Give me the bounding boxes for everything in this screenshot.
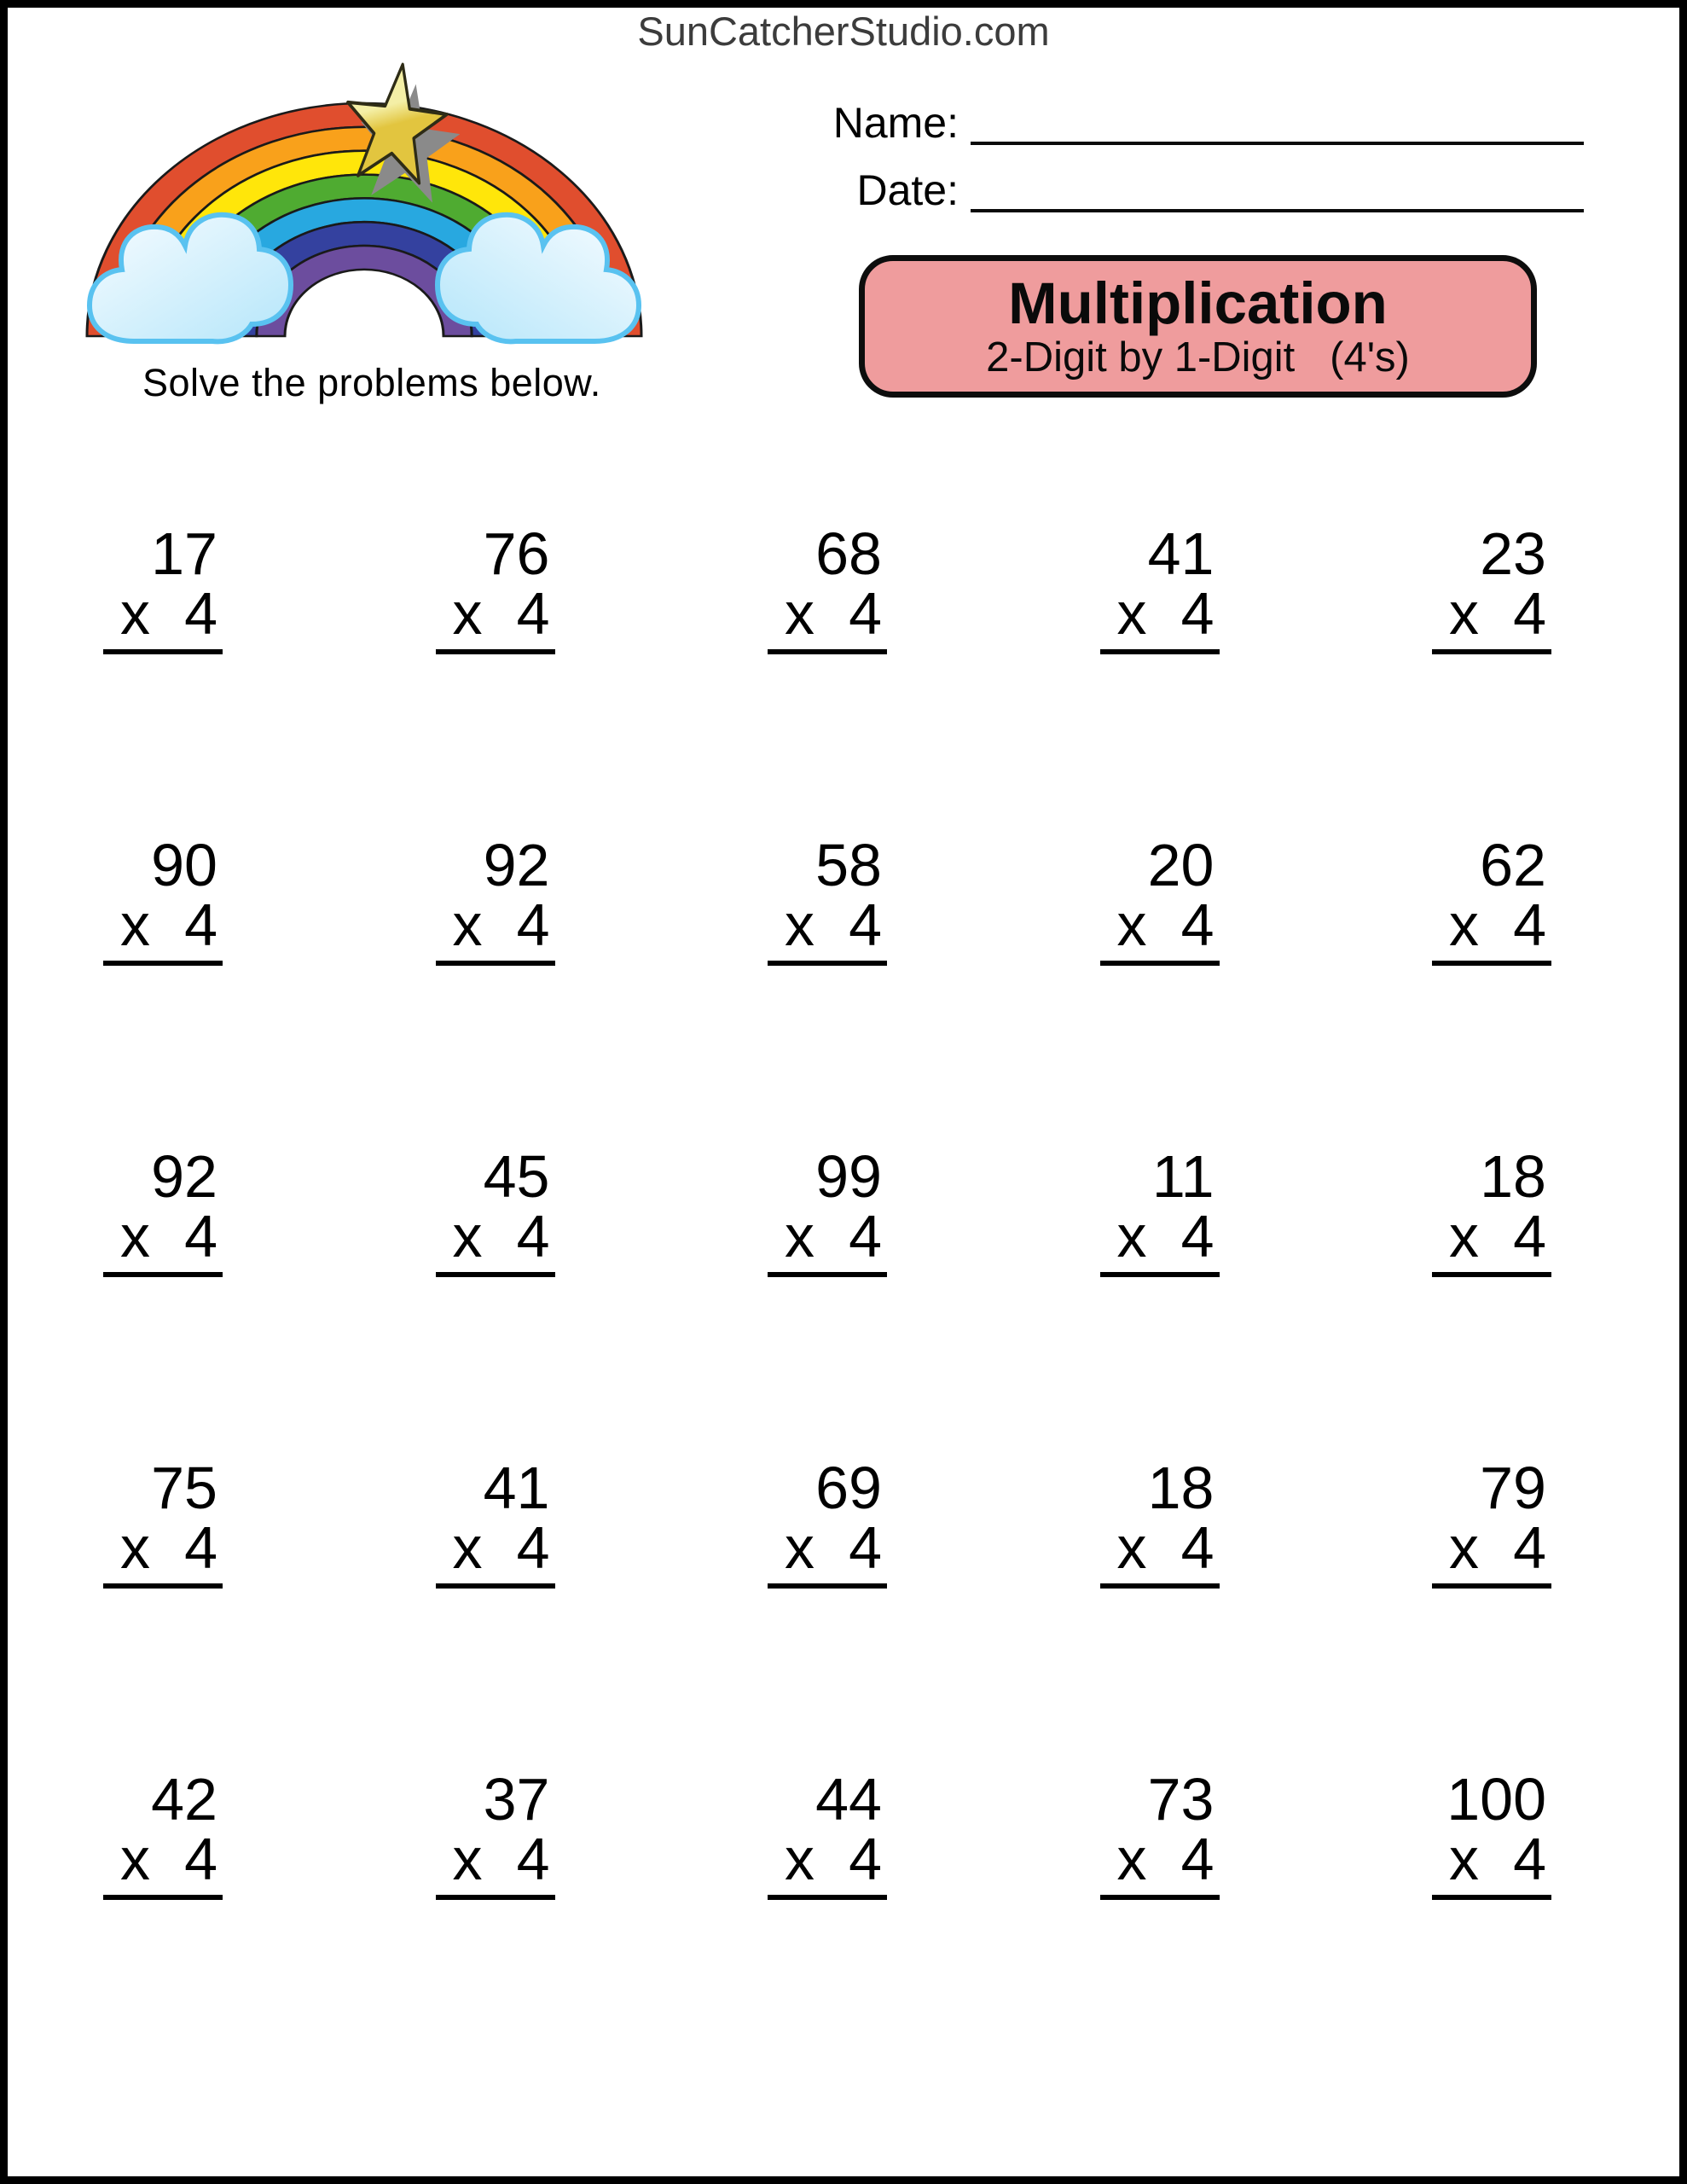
operation-row bbox=[1432, 892, 1551, 958]
answer-line[interactable] bbox=[1100, 649, 1220, 654]
multiplicand: 68 bbox=[815, 520, 882, 587]
answer-line[interactable] bbox=[436, 961, 555, 966]
answer-line[interactable] bbox=[1432, 649, 1551, 654]
operation-row bbox=[436, 892, 555, 958]
multiplicand: 69 bbox=[815, 1455, 882, 1521]
operator: x bbox=[1449, 892, 1479, 958]
problem-cell bbox=[768, 1455, 887, 1589]
name-line[interactable] bbox=[971, 96, 1584, 145]
operation-row bbox=[768, 1203, 887, 1269]
answer-line[interactable] bbox=[436, 1895, 555, 1900]
answer-line[interactable] bbox=[436, 649, 555, 654]
operator: x bbox=[785, 892, 815, 958]
operator: x bbox=[452, 580, 483, 647]
answer-line[interactable] bbox=[103, 1272, 223, 1277]
title-box bbox=[859, 255, 1537, 398]
answer-line[interactable] bbox=[768, 1895, 887, 1900]
multiplicand: 90 bbox=[151, 832, 217, 898]
operator: x bbox=[1449, 1826, 1479, 1892]
answer-line[interactable] bbox=[1432, 1583, 1551, 1589]
multiplier: 4 bbox=[1180, 1826, 1215, 1892]
name-row bbox=[822, 96, 1584, 145]
operation-row bbox=[436, 1514, 555, 1581]
problem-cell bbox=[1432, 520, 1551, 654]
worksheet-title: Multiplication bbox=[1008, 270, 1388, 337]
problem-cell bbox=[1432, 1766, 1551, 1900]
operation-row bbox=[436, 1203, 555, 1269]
multiplicand: 62 bbox=[1480, 832, 1546, 898]
multiplier: 4 bbox=[184, 1514, 217, 1581]
multiplier: 4 bbox=[1180, 892, 1215, 958]
multiplicand: 37 bbox=[483, 1766, 550, 1833]
operator: x bbox=[1116, 1514, 1147, 1581]
multiplier: 4 bbox=[1513, 580, 1546, 647]
footer-site-text: SunCatcherStudio.com bbox=[637, 9, 1050, 54]
operation-row bbox=[1100, 1826, 1220, 1892]
problem-cell bbox=[103, 1143, 223, 1277]
rainbow-illustration bbox=[83, 55, 646, 363]
multiplier: 4 bbox=[1180, 1203, 1215, 1269]
operator: x bbox=[1449, 580, 1479, 647]
problem-cell bbox=[436, 1143, 555, 1277]
problem-cell bbox=[103, 1766, 223, 1900]
operation-row bbox=[768, 892, 887, 958]
multiplier: 4 bbox=[516, 1514, 550, 1581]
problem-cell bbox=[436, 1455, 555, 1589]
operator: x bbox=[120, 1514, 150, 1581]
rainbow-svg bbox=[83, 55, 646, 363]
operation-row bbox=[103, 580, 223, 647]
multiplier: 4 bbox=[1180, 580, 1215, 647]
answer-line[interactable] bbox=[436, 1583, 555, 1589]
multiplier: 4 bbox=[849, 892, 882, 958]
problem-cell bbox=[1100, 520, 1220, 654]
operator: x bbox=[452, 1826, 483, 1892]
answer-line[interactable] bbox=[1432, 961, 1551, 966]
multiplier: 4 bbox=[184, 1203, 217, 1269]
multiplicand: 76 bbox=[483, 520, 550, 587]
answer-line[interactable] bbox=[768, 1583, 887, 1589]
multiplier: 4 bbox=[184, 580, 217, 647]
name-label: Name: bbox=[832, 98, 959, 147]
multiplier: 4 bbox=[1180, 1514, 1215, 1581]
answer-line[interactable] bbox=[768, 649, 887, 654]
multiplier: 4 bbox=[1513, 1514, 1546, 1581]
operation-row bbox=[1432, 1826, 1551, 1892]
operation-row bbox=[103, 892, 223, 958]
multiplier: 4 bbox=[849, 580, 882, 647]
answer-line[interactable] bbox=[1100, 961, 1220, 966]
multiplicand: 11 bbox=[1151, 1143, 1215, 1210]
operator: x bbox=[452, 892, 483, 958]
operation-row bbox=[436, 1826, 555, 1892]
problem-cell bbox=[1100, 1143, 1220, 1277]
operator: x bbox=[120, 892, 150, 958]
answer-line[interactable] bbox=[103, 649, 223, 654]
operator: x bbox=[785, 580, 815, 647]
multiplier: 4 bbox=[849, 1203, 882, 1269]
multiplier: 4 bbox=[516, 1203, 550, 1269]
answer-line[interactable] bbox=[1100, 1895, 1220, 1900]
multiplicand: 92 bbox=[151, 1143, 217, 1210]
operation-row bbox=[1432, 1514, 1551, 1581]
answer-line[interactable] bbox=[1432, 1895, 1551, 1900]
multiplier: 4 bbox=[849, 1514, 882, 1581]
multiplicand: 75 bbox=[151, 1455, 217, 1521]
operation-row bbox=[768, 1514, 887, 1581]
problem-cell bbox=[768, 832, 887, 966]
multiplier: 4 bbox=[516, 892, 550, 958]
answer-line[interactable] bbox=[1432, 1272, 1551, 1277]
multiplicand: 73 bbox=[1147, 1766, 1215, 1833]
multiplicand: 58 bbox=[815, 832, 882, 898]
answer-line[interactable] bbox=[1100, 1272, 1220, 1277]
problem-cell bbox=[1432, 832, 1551, 966]
problem-cell bbox=[103, 1455, 223, 1589]
answer-line[interactable] bbox=[436, 1272, 555, 1277]
multiplicand: 41 bbox=[483, 1455, 550, 1521]
operator: x bbox=[120, 1203, 150, 1269]
multiplicand: 79 bbox=[1480, 1455, 1546, 1521]
multiplicand: 92 bbox=[483, 832, 550, 898]
name-date-block bbox=[822, 96, 1584, 212]
operation-row bbox=[436, 580, 555, 647]
operator: x bbox=[120, 580, 150, 647]
problem-cell bbox=[768, 1143, 887, 1277]
multiplicand: 100 bbox=[1446, 1766, 1546, 1833]
problem-cell bbox=[1100, 1766, 1220, 1900]
date-line[interactable] bbox=[971, 163, 1584, 212]
operator: x bbox=[1449, 1514, 1479, 1581]
worksheet-subtitle: 2-Digit by 1-Digit (4's) bbox=[986, 334, 1410, 380]
problem-cell bbox=[103, 520, 223, 654]
answer-line[interactable] bbox=[103, 961, 223, 966]
operation-row bbox=[1100, 580, 1220, 647]
multiplier: 4 bbox=[1513, 1203, 1546, 1269]
multiplier: 4 bbox=[849, 1826, 882, 1892]
operator: x bbox=[1116, 580, 1147, 647]
operator: x bbox=[1116, 1203, 1147, 1269]
problems-grid bbox=[103, 520, 1551, 1900]
operation-row bbox=[1432, 1203, 1551, 1269]
multiplicand: 18 bbox=[1480, 1143, 1546, 1210]
multiplicand: 18 bbox=[1147, 1455, 1215, 1521]
problem-cell bbox=[1100, 1455, 1220, 1589]
operation-row bbox=[103, 1514, 223, 1581]
problem-cell bbox=[436, 832, 555, 966]
multiplicand: 44 bbox=[815, 1766, 882, 1833]
multiplicand: 99 bbox=[815, 1143, 882, 1210]
multiplier: 4 bbox=[516, 580, 550, 647]
operation-row bbox=[103, 1203, 223, 1269]
operator: x bbox=[785, 1826, 815, 1892]
multiplicand: 42 bbox=[151, 1766, 217, 1833]
operator: x bbox=[785, 1514, 815, 1581]
operator: x bbox=[452, 1514, 483, 1581]
instruction-text: Solve the problems below. bbox=[142, 361, 601, 404]
problem-cell bbox=[436, 520, 555, 654]
date-row bbox=[822, 163, 1584, 212]
answer-line[interactable] bbox=[768, 961, 887, 966]
operator: x bbox=[1116, 1826, 1147, 1892]
multiplier: 4 bbox=[1513, 1826, 1546, 1892]
multiplier: 4 bbox=[516, 1826, 550, 1892]
operator: x bbox=[452, 1203, 483, 1269]
multiplier: 4 bbox=[184, 892, 217, 958]
problem-cell bbox=[768, 520, 887, 654]
operation-row bbox=[103, 1826, 223, 1892]
problem-cell bbox=[768, 1766, 887, 1900]
operator: x bbox=[785, 1203, 815, 1269]
problem-cell bbox=[1432, 1455, 1551, 1589]
problem-cell bbox=[1100, 832, 1220, 966]
operation-row bbox=[1100, 1514, 1220, 1581]
operation-row bbox=[1100, 892, 1220, 958]
operation-row bbox=[1100, 1203, 1220, 1269]
answer-line[interactable] bbox=[103, 1895, 223, 1900]
multiplier: 4 bbox=[1513, 892, 1546, 958]
problem-cell bbox=[103, 832, 223, 966]
operator: x bbox=[1449, 1203, 1479, 1269]
problem-cell bbox=[436, 1766, 555, 1900]
multiplier: 4 bbox=[184, 1826, 217, 1892]
answer-line[interactable] bbox=[768, 1272, 887, 1277]
date-label: Date: bbox=[856, 166, 959, 214]
answer-line[interactable] bbox=[103, 1583, 223, 1589]
operator: x bbox=[120, 1826, 150, 1892]
problem-cell bbox=[1432, 1143, 1551, 1277]
operator: x bbox=[1116, 892, 1147, 958]
operation-row bbox=[768, 1826, 887, 1892]
multiplicand: 41 bbox=[1147, 520, 1215, 587]
operation-row bbox=[768, 580, 887, 647]
multiplicand: 23 bbox=[1480, 520, 1546, 587]
multiplicand: 45 bbox=[483, 1143, 550, 1210]
operation-row bbox=[1432, 580, 1551, 647]
answer-line[interactable] bbox=[1100, 1583, 1220, 1589]
multiplicand: 20 bbox=[1147, 832, 1215, 898]
multiplicand: 17 bbox=[151, 520, 217, 587]
